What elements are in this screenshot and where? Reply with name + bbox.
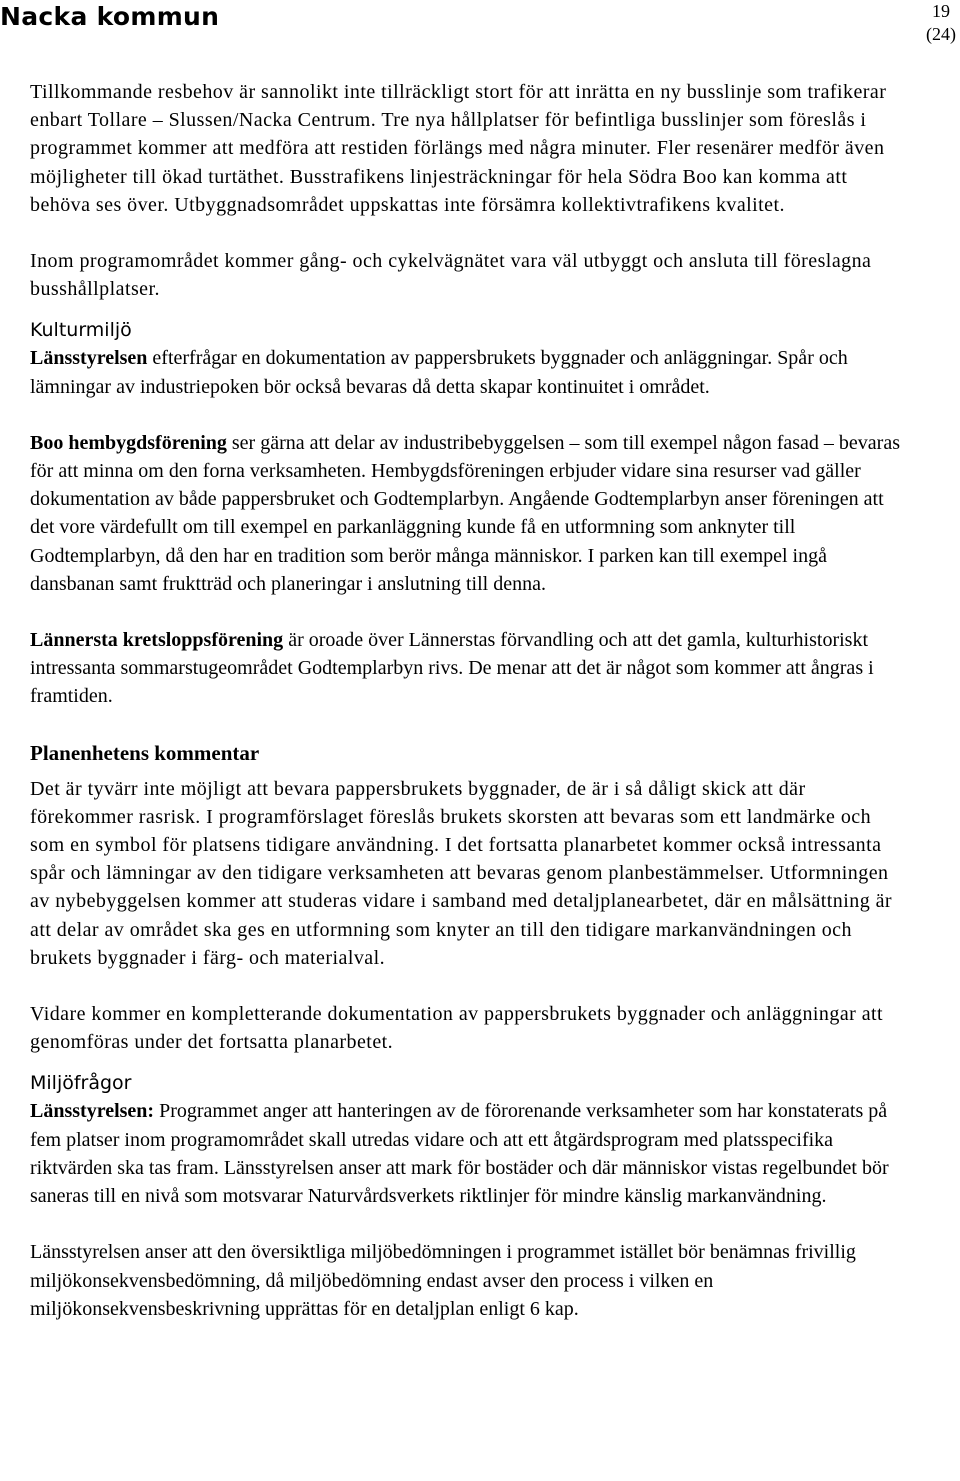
paragraph-comment-1: Det är tyvärr inte möjligt att bevara pappersbrukets byggnader, de är i så dåligt skick att där förekommer rasrisk. I programförslaget föreslås brukets skorsten att bevaras som ett landmärke och som en symbol för platsens tidigare användning. I det fortsatta planarbetet kommer också intressanta spår och lämningar av den tidigare verksamheten att bevaras genom planbestämmelser. Utformningen av nybebyggelsen kommer att studeras vidare i samband med detaljplanearbetet, där en målsättning är att delar av området ska ges en utformning som knyter an till den tidigare markanvändningen och brukets byggnader i färg- och materialval. [30,777,893,969]
culture-lansstyrelsen-text: efterfrågar en dokumentation av pappersbrukets byggnader och anläggningar. Spår och lämningar av industriepoken bör också bevaras då detta skapar kontinuitet i området. [30,347,848,398]
env-lansstyrelsen-text: Programmet anger att hanteringen av de förorenande verksamheter som har konstaterats på fem platser inom programområdet skall utredas vidare och att ett åtgärdsprogram med platsspecifika riktvärden ska tas fram. Länsstyrelsen anser att mark för bostäder och där människor vistas regelbundet bör saneras till en nivå som motsvarar Naturvårdsverkets riktlinjer för mindre känslig markanvändning. [30,1100,889,1208]
paragraph-lannersta [30,626,910,711]
lannersta-text: är oroade över Lännerstas förvandling och att det gamla, kulturhistoriskt intressanta sommarstugeområdet Godtemplarbyn rivs. De menar att det är något som kommer att ångras i framtiden. [30,629,874,708]
section-heading-environment: Miljöfrågor [30,1072,132,1095]
paragraph-boo-hembygdsforening [30,429,910,598]
organization-name: Nacka kommun [0,2,220,31]
document-body [30,78,910,1323]
paragraph-env-2: Länsstyrelsen anser att den översiktliga miljöbedömningen i programmet istället bör benämnas frivillig miljökonsekvensbedömning, då miljöbedömning endast avser den process i vilken en miljökonsekvensbeskrivning upprättas för en detaljplan enligt 6 kap. [30,1241,856,1320]
heading-planenhetens-kommentar: Planenhetens kommentar [30,740,260,765]
org-name-lannersta: Lännersta kretsloppsförening [30,629,284,652]
paragraph-traffic: Tillkommande resbehov är sannolikt inte tillräckligt stort för att inrätta en ny busslinje som trafikerar enbart Tollare – Slussen/Nacka Centrum. Tre nya hållplatser för befintliga busslinjer som föreslås i programmet kommer att medföra att restiden förlängs med några minuter. Fler resenärer medför även möjligheter till ökad turtäthet. Busstrafikens linjesträckningar för hela Södra Boo kan komma att behöva ses över. Utbyggnadsområdet uppskattas inte försämra kollektivtrafikens kvalitet. [30,81,887,216]
paragraph-culture-lansstyrelsen [30,344,910,400]
org-name-env-lansstyrelsen: Länsstyrelsen: [30,1100,155,1123]
org-name-boo-hembygdsforening: Boo hembygdsförening [30,431,227,454]
paragraph-env-lansstyrelsen [30,1097,910,1210]
page-number-current: 19 [932,1,950,21]
page-number-total: (24) [926,24,956,44]
boo-hembygdsforening-text: ser gärna att delar av industribebyggelsen – som till exempel någon fasad – bevaras för att minna om den forna verksamheten. Hembygdsföreningen erbjuder vidare sina resurser vad gäller dokumentation av både pappersbruket och Godtemplarbyn. Angående Godtemplarbyn anser föreningen att det vore värdefullt om till exempel en parkanläggning kunde få en utformning som anknyter till Godtemplarbyn, då den har en tradition som berör många människor. I parken kan till exempel ingå dansbanan samt fruktträd och planeringar i anslutning till denna. [30,431,901,595]
paragraph-cycling: Inom programområdet kommer gång- och cykelvägnätet vara väl utbyggt och ansluta till föreslagna busshållplatser. [30,250,872,301]
page-number [926,0,956,46]
org-name-lansstyrelsen: Länsstyrelsen [30,347,148,370]
section-heading-culture: Kulturmiljö [30,319,132,342]
paragraph-comment-2: Vidare kommer en kompletterande dokumentation av pappersbrukets byggnader och anläggningar att genomföras under det fortsatta planarbetet. [30,1003,884,1054]
